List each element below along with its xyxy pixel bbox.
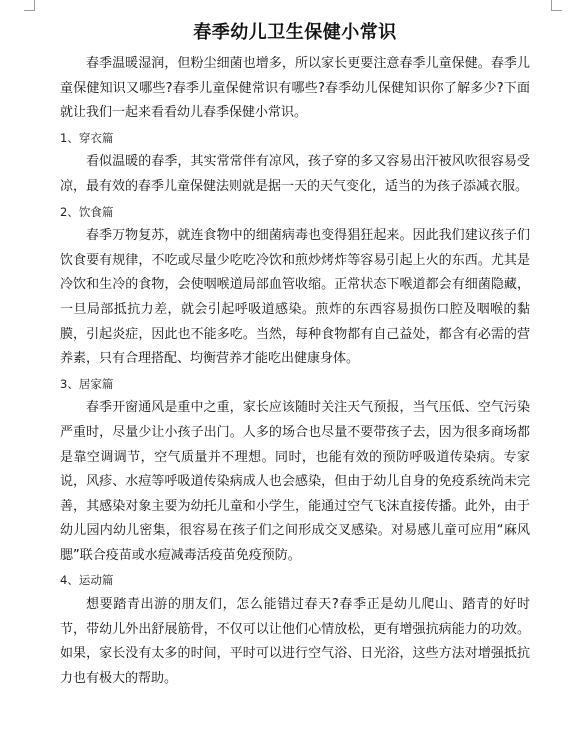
intro-paragraph: 春季温暖湿润，但粉尘细菌也增多，所以家长更要注意春季儿童保健。春季儿童保健知识又哪些?春季儿童保健常识有哪些?春季幼儿保健知识你了解多少?下面就让我们一起来看看幼儿春季保健小常识。	[60, 56, 530, 121]
page-corner-mark-top-right	[551, 0, 562, 11]
page-corner-mark-top-left	[24, 0, 35, 11]
document-page	[60, 20, 530, 691]
section-heading-exercise: 4、运动篇	[60, 573, 114, 588]
section-heading-home: 3、居家篇	[60, 376, 114, 391]
section-heading-clothing: 1、穿衣篇	[60, 130, 114, 145]
section-body-clothing: 看似温暖的春季，其实常常伴有凉风，孩子穿的多又容易出汗被风吹很容易受凉，最有效的春季儿童保健法则就是据一天的天气变化，适当的为孩子添减衣服。	[60, 154, 530, 194]
section-heading-diet: 2、饮食篇	[60, 204, 114, 219]
section-body-home: 春季开窗通风是重中之重，家长应该随时关注天气预报，当气压低、空气污染严重时，尽量少让小孩子出门。人多的场合也尽量不要带孩子去，因为很多商场都是靠空调调节，空气质量并不理想。同时，也能有效的预防呼吸道传染病。专家说，风疹、水痘等呼吸道传染病成人也会感染，但由于幼儿自身的免疫系统尚未完善，其感染对象主要为幼托儿童和小学生，能通过空气飞沫直接传播。此外，由于幼儿园内幼儿密集，很容易在孩子们之间形成交叉感染。对易感儿童可应用“麻风腮”联合疫苗或水痘减毒活疫苗免疫预防。	[60, 400, 530, 563]
section-body-exercise: 想要踏青出游的朋友们，怎么能错过春天?春季正是幼儿爬山、踏青的好时节，带幼儿外出舒展筋骨，不仅可以让他们心情放松，更有增强抗病能力的功效。如果，家长没有太多的时间，平时可以进行空气浴、日光浴，这些方法对增强抵抗力也有极大的帮助。	[60, 597, 530, 686]
document-title: 春季幼儿卫生保健小常识	[193, 22, 397, 43]
section-body-diet: 春季万物复苏，就连食物中的细菌病毒也变得猖狂起来。因此我们建议孩子们饮食要有规律，不吃或尽量少吃吃冷饮和煎炒烤炸等容易引起上火的东西。尤其是冷饮和生冷的食物，会使咽喉道局部血管收缩。正常状态下喉道都会有细菌隐藏，一旦局部抵抗力差，就会引起呼吸道感染。煎炸的东西容易损伤口腔及咽喉的黏膜，引起炎症，因此也不能多吃。当然，每种食物都有自己益处，都含有必需的营养素，只有合理搭配、均衡营养才能吃出健康身体。	[60, 228, 530, 367]
